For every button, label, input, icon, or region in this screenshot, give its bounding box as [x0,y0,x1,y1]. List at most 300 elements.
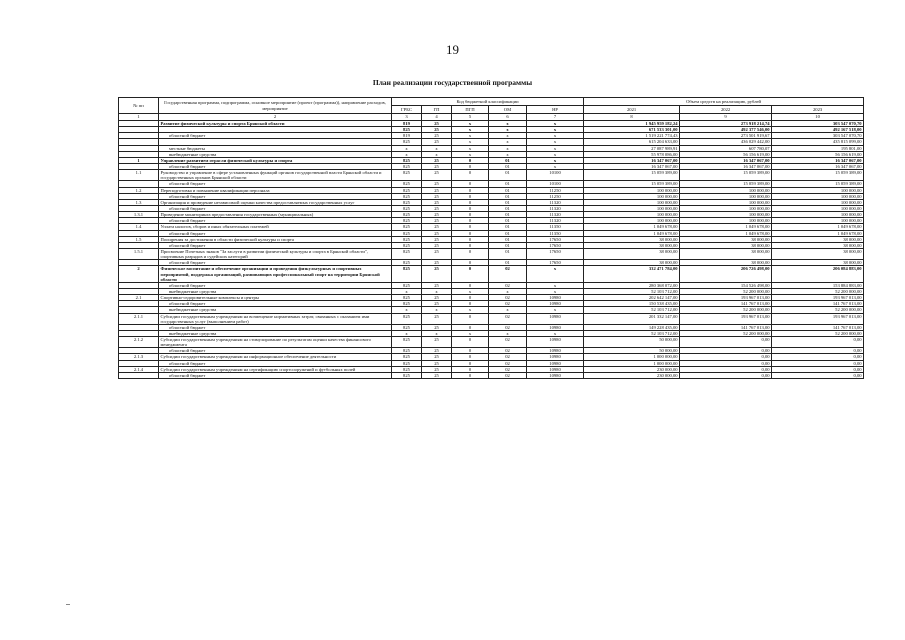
amount-2022-cell: 52 200 000,00 [680,307,772,313]
pgp-cell: 0 [452,301,489,307]
np-cell: 10100 [527,170,584,181]
pgp-cell: х [452,307,489,313]
grbs-cell: х [392,151,422,157]
grbs-cell: 825 [392,224,422,230]
gp-cell: х [422,288,452,294]
row-name-cell: областной бюджет [159,242,392,248]
pgp-cell: 0 [452,187,489,193]
amount-2023-cell: 435 815 099,00 [772,139,864,145]
pgp-cell: 0 [452,260,489,266]
index-cell: 7 [527,114,584,121]
amount-2023-cell: 100 000,00 [772,205,864,211]
row-name-cell: Управление развитием отрасли физической культуры и спорта [159,157,392,163]
pgp-cell: 0 [452,199,489,205]
index-cell: 10 [772,114,864,121]
table-row [119,170,864,181]
row-num-cell: 1.4 [119,224,159,230]
row-name-cell: областной бюджет [159,193,392,199]
np-cell: 17650 [527,248,584,259]
om-cell: 01 [489,187,527,193]
om-cell: 02 [489,354,527,360]
np-cell: 10100 [527,181,584,187]
pgp-cell: х [452,151,489,157]
gp-cell: 25 [422,236,452,242]
gp-cell: х [422,145,452,151]
amount-2021-cell: 230 000,00 [584,366,680,372]
amount-2021-cell: 332 471 784,00 [584,266,680,282]
amount-2022-cell: 38 000,00 [680,260,772,266]
np-cell: х [527,282,584,288]
header-code-group: Код бюджетной классификации [392,98,584,106]
np-cell: х [527,288,584,294]
amount-2023-cell: 52 200 000,00 [772,307,864,313]
np-cell: х [527,307,584,313]
grbs-cell: х [392,330,422,336]
np-cell: 10980 [527,301,584,307]
om-cell: 02 [489,366,527,372]
om-cell: 02 [489,360,527,366]
row-name-cell: областной бюджет [159,133,392,139]
amount-2021-cell: 230 000,00 [584,372,680,378]
amount-2022-cell: 141 767 013,00 [680,324,772,330]
index-cell: 5 [452,114,489,121]
amount-2023-cell: 141 767 013,00 [772,301,864,307]
amount-2021-cell: 1 000 000,00 [584,354,680,360]
amount-2022-cell: 56 156 619,00 [680,151,772,157]
amount-2021-cell: 1 945 959 182,24 [584,121,680,127]
amount-2022-cell: 0,00 [680,372,772,378]
amount-2023-cell: 1 049 678,00 [772,230,864,236]
grbs-cell: 825 [392,266,422,282]
amount-2023-cell: 38 000,00 [772,260,864,266]
om-cell: х [489,121,527,127]
row-name-cell: Переподготовка и повышение квалификации персонала [159,187,392,193]
pgp-cell: 0 [452,181,489,187]
gp-cell: 25 [422,187,452,193]
row-num-cell: 1.5.1 [119,248,159,259]
np-cell: 11350 [527,224,584,230]
om-cell: 01 [489,199,527,205]
np-cell: х [527,157,584,163]
pgp-cell: 0 [452,295,489,301]
pgp-cell: 0 [452,218,489,224]
row-name-cell: Субсидии государственным учреждениям на стимулирование по результатам оценки качества финансового менеджмента [159,337,392,348]
gp-cell: 25 [422,133,452,139]
header-name: Государственная программа, подпрограмма, основное мероприятие (проект (программа)), направление расходов, мероприятие [159,98,392,114]
amount-2022-cell: 100 000,00 [680,199,772,205]
np-cell: 11320 [527,199,584,205]
row-name-cell: областной бюджет [159,163,392,169]
amount-2021-cell: 50 000,00 [584,348,680,354]
om-cell: 02 [489,348,527,354]
grbs-cell: 825 [392,301,422,307]
pgp-cell: х [452,145,489,151]
amount-2023-cell: 141 767 013,00 [772,324,864,330]
pgp-cell: 0 [452,163,489,169]
amount-2023-cell: 100 000,00 [772,212,864,218]
row-num-cell: 1.3.1 [119,212,159,218]
gp-cell: 25 [422,199,452,205]
amount-2022-cell: 100 000,00 [680,193,772,199]
gp-cell: х [422,330,452,336]
amount-2022-cell: 16 347 067,00 [680,157,772,163]
amount-2022-cell: 607 780,07 [680,145,772,151]
index-cell: 2 [159,114,392,121]
amount-2021-cell: 52 103 712,00 [584,330,680,336]
table-row [119,372,864,378]
pgp-cell: 0 [452,324,489,330]
amount-2021-cell: 150 538 435,00 [584,301,680,307]
amount-2022-cell: 1 049 678,00 [680,224,772,230]
gp-cell: 25 [422,354,452,360]
row-num-cell: 2.1.2 [119,337,159,348]
row-name-cell: областной бюджет [159,218,392,224]
row-name-cell: областной бюджет [159,324,392,330]
table-header [119,98,864,121]
om-cell: 02 [489,282,527,288]
pgp-cell: 0 [452,193,489,199]
amount-2023-cell: 0,00 [772,348,864,354]
amount-2021-cell: 100 000,00 [584,205,680,211]
amount-2022-cell: 52 200 000,00 [680,288,772,294]
pgp-cell: 0 [452,212,489,218]
row-name-cell: Руководство и управление в сфере установленных функций органов государственной власти Брянской области и государственных органов Брянской области [159,170,392,181]
om-cell: 01 [489,224,527,230]
gp-cell: 25 [422,360,452,366]
om-cell: х [489,133,527,139]
amount-2021-cell: 1 000 000,00 [584,360,680,366]
row-name-cell: внебюджетные средства [159,330,392,336]
amount-2022-cell: 16 347 067,00 [680,163,772,169]
row-name-cell: Уплата налогов, сборов и иных обязательных платежей [159,224,392,230]
gp-cell: х [422,151,452,157]
gp-cell: 25 [422,372,452,378]
row-name-cell: местные бюджеты [159,145,392,151]
header-pgp: ПГП [452,106,489,114]
row-num-cell: 1.2 [119,187,159,193]
grbs-cell: 825 [392,163,422,169]
gp-cell: 25 [422,127,452,133]
row-name-cell: областной бюджет [159,230,392,236]
amount-2022-cell: 154 526 498,00 [680,282,772,288]
pgp-cell: 0 [452,266,489,282]
row-name-cell: Спортивно-оздоровительные комплексы и центры [159,295,392,301]
row-name-cell: Организация и проведение независимой оценки качества предоставляемых государственных услуг [159,199,392,205]
row-num-cell [119,372,159,378]
gp-cell: 25 [422,348,452,354]
gp-cell: 25 [422,313,452,324]
amount-2023-cell: 492 167 518,00 [772,127,864,133]
np-cell: х [527,121,584,127]
amount-2021-cell: 280 368 072,00 [584,282,680,288]
gp-cell: 25 [422,266,452,282]
header-2022: 2022 [680,106,772,114]
np-cell: х [527,127,584,133]
amount-2023-cell: 52 200 000,00 [772,288,864,294]
gp-cell: 25 [422,224,452,230]
om-cell: 02 [489,313,527,324]
pgp-cell: 0 [452,224,489,230]
index-cell: 4 [422,114,452,121]
gp-cell: 25 [422,324,452,330]
om-cell: 01 [489,260,527,266]
gp-cell: 25 [422,282,452,288]
amount-2021-cell: 1 049 678,00 [584,224,680,230]
page-number: 19 [446,42,459,57]
amount-2022-cell: 15 059 389,00 [680,170,772,181]
grbs-cell: 825 [392,248,422,259]
column-index-row [119,114,864,121]
om-cell: 02 [489,301,527,307]
amount-2021-cell: 1 519 221 774,43 [584,133,680,139]
table-row [119,266,864,282]
amount-2023-cell: 303 547 070,70 [772,133,864,139]
amount-2023-cell: 193 967 013,00 [772,295,864,301]
grbs-cell: х [392,145,422,151]
row-name-cell: Присвоение Почетных знаков "За заслуги в развитии физической культуры и спорта в Брянской области", спортивных разрядов и судейских категорий [159,248,392,259]
om-cell: 02 [489,324,527,330]
pgp-cell: 0 [452,242,489,248]
amount-2021-cell: 100 000,00 [584,218,680,224]
header-2021: 2021 [584,106,680,114]
gp-cell: 25 [422,157,452,163]
amount-2021-cell: 201 332 147,00 [584,313,680,324]
amount-2021-cell: 55 978 086,00 [584,151,680,157]
np-cell: х [527,133,584,139]
row-name-cell: областной бюджет [159,205,392,211]
row-name-cell: внебюджетные средства [159,288,392,294]
amount-2023-cell: 1 049 678,00 [772,224,864,230]
pgp-cell: х [452,121,489,127]
amount-2021-cell: 15 059 389,00 [584,181,680,187]
amount-2023-cell: 56 156 619,00 [772,151,864,157]
amount-2023-cell: 0,00 [772,366,864,372]
grbs-cell: 825 [392,127,422,133]
amount-2022-cell: 0,00 [680,360,772,366]
amount-2021-cell: 50 000,00 [584,337,680,348]
row-name-cell: Развитие физической культуры и спорта Брянской области [159,121,392,127]
om-cell: х [489,139,527,145]
pgp-cell: х [452,133,489,139]
grbs-cell: 825 [392,157,422,163]
om-cell: х [489,145,527,151]
amount-2023-cell: 16 347 067,00 [772,163,864,169]
amount-2023-cell: 38 000,00 [772,242,864,248]
row-name-cell: внебюджетные средства [159,151,392,157]
om-cell: х [489,307,527,313]
pgp-cell: 0 [452,360,489,366]
gp-cell: 25 [422,218,452,224]
document-title: План реализации государственной программы [372,78,533,87]
om-cell: 02 [489,266,527,282]
amount-2021-cell: 671 533 301,00 [584,127,680,133]
amount-2021-cell: 52 103 712,00 [584,288,680,294]
row-name-cell: Субсидии государственным учреждениям на сертификацию спортсооружений и футбольных полей [159,366,392,372]
grbs-cell: 825 [392,282,422,288]
amount-2021-cell: 16 347 067,00 [584,157,680,163]
table-row [119,313,864,324]
np-cell: 10980 [527,295,584,301]
amount-2023-cell: 193 967 013,00 [772,313,864,324]
om-cell: х [489,288,527,294]
index-cell: 9 [680,114,772,121]
np-cell: х [527,151,584,157]
row-name-cell: Субсидии государственным учреждениям на возмещение нормативных затрат, связанных с оказанием ими государственных услуг (выполнением работ) [159,313,392,324]
np-cell: 17650 [527,242,584,248]
grbs-cell: 825 [392,230,422,236]
grbs-cell: 825 [392,348,422,354]
grbs-cell: 825 [392,181,422,187]
pgp-cell: 0 [452,354,489,360]
index-cell: 3 [392,114,422,121]
amount-2021-cell: 16 347 067,00 [584,163,680,169]
row-num-cell: 1.5 [119,236,159,242]
amount-2021-cell: 149 228 435,00 [584,324,680,330]
gp-cell: 25 [422,181,452,187]
row-name-cell: областной бюджет [159,301,392,307]
np-cell: х [527,163,584,169]
amount-2023-cell: 15 059 389,00 [772,181,864,187]
amount-2022-cell: 193 967 013,00 [680,313,772,324]
grbs-cell: 819 [392,133,422,139]
om-cell: 01 [489,181,527,187]
table-row [119,248,864,259]
gp-cell: 25 [422,301,452,307]
amount-2023-cell: 0,00 [772,337,864,348]
scan-mark [66,604,70,605]
amount-2021-cell: 100 000,00 [584,212,680,218]
om-cell: 01 [489,218,527,224]
grbs-cell: 825 [392,236,422,242]
om-cell: 01 [489,163,527,169]
amount-2023-cell: 52 200 000,00 [772,330,864,336]
grbs-cell: 825 [392,313,422,324]
grbs-cell: 825 [392,187,422,193]
row-name-cell: областной бюджет [159,181,392,187]
index-cell: 6 [489,114,527,121]
table-row [119,337,864,348]
gp-cell: 25 [422,242,452,248]
amount-2022-cell: 1 049 678,00 [680,230,772,236]
amount-2022-cell: 0,00 [680,337,772,348]
np-cell: 11350 [527,230,584,236]
pgp-cell: 0 [452,230,489,236]
amount-2022-cell: 273 501 919,67 [680,133,772,139]
amount-2023-cell: 303 547 070,70 [772,121,864,127]
pgp-cell: 0 [452,313,489,324]
np-cell: 11320 [527,205,584,211]
row-name-cell: областной бюджет [159,348,392,354]
np-cell: х [527,266,584,282]
om-cell: х [489,127,527,133]
gp-cell: 25 [422,260,452,266]
om-cell: 01 [489,236,527,242]
row-name-cell: областной бюджет [159,372,392,378]
gp-cell: 25 [422,295,452,301]
grbs-cell: 825 [392,372,422,378]
np-cell: 10980 [527,337,584,348]
om-cell: 02 [489,337,527,348]
grbs-cell: 825 [392,199,422,205]
amount-2021-cell: 615 204 633,00 [584,139,680,145]
pgp-cell: х [452,330,489,336]
amount-2023-cell: 100 000,00 [772,218,864,224]
om-cell: 01 [489,170,527,181]
row-num-cell: 2.1.4 [119,366,159,372]
gp-cell: 25 [422,366,452,372]
amount-2023-cell: 0,00 [772,360,864,366]
index-cell: 1 [119,114,159,121]
grbs-cell: 825 [392,337,422,348]
gp-cell: 25 [422,139,452,145]
grbs-cell: 825 [392,139,422,145]
gp-cell: 25 [422,212,452,218]
header-om: ОМ [489,106,527,114]
np-cell: 17650 [527,236,584,242]
row-num-cell: 2.1.1 [119,313,159,324]
row-num-cell: 2.1 [119,295,159,301]
amount-2023-cell: 100 000,00 [772,193,864,199]
row-name-cell: областной бюджет [159,260,392,266]
grbs-cell: 825 [392,360,422,366]
row-name-cell: Поощрения за достижения в области физической культуры и спорта [159,236,392,242]
gp-cell: 25 [422,230,452,236]
header-grbs: ГРБС [392,106,422,114]
row-name-cell: Субсидии государственным учреждениям на информационное обеспечение деятельности [159,354,392,360]
gp-cell: 25 [422,121,452,127]
amount-2022-cell: 38 000,00 [680,242,772,248]
amount-2021-cell: 100 000,00 [584,199,680,205]
row-name-cell: областной бюджет [159,360,392,366]
np-cell: 11250 [527,193,584,199]
pgp-cell: х [452,127,489,133]
amount-2022-cell: 38 000,00 [680,248,772,259]
amount-2022-cell: 273 918 214,74 [680,121,772,127]
row-num-cell: 2.1.3 [119,354,159,360]
om-cell: 01 [489,212,527,218]
pgp-cell: х [452,139,489,145]
amount-2021-cell: 15 059 389,00 [584,170,680,181]
row-num-cell: 1.1 [119,170,159,181]
row-num-cell: 1.3 [119,199,159,205]
amount-2022-cell: 0,00 [680,366,772,372]
om-cell: 01 [489,193,527,199]
grbs-cell: х [392,288,422,294]
om-cell: х [489,330,527,336]
amount-2021-cell: 100 000,00 [584,187,680,193]
om-cell: 02 [489,295,527,301]
row-num-cell: 1 [119,157,159,163]
np-cell: 10980 [527,348,584,354]
np-cell: х [527,330,584,336]
amount-2022-cell: 0,00 [680,348,772,354]
amount-2023-cell: 0,00 [772,372,864,378]
np-cell: х [527,139,584,145]
gp-cell: 25 [422,205,452,211]
amount-2022-cell: 193 967 013,00 [680,295,772,301]
index-cell: 8 [584,114,680,121]
grbs-cell: 825 [392,295,422,301]
pgp-cell: 0 [452,337,489,348]
row-name-cell: Физическое воспитание и обеспечение организации и проведения физкультурных и спортивных мероприятий, поддержка организаций, развивающих профессиональный спорт на территории Брянской области [159,266,392,282]
pgp-cell: 0 [452,372,489,378]
grbs-cell: 825 [392,170,422,181]
om-cell: 01 [489,230,527,236]
gp-cell: 25 [422,163,452,169]
amount-2022-cell: 100 000,00 [680,205,772,211]
gp-cell: 25 [422,337,452,348]
amount-2022-cell: 52 200 000,00 [680,330,772,336]
